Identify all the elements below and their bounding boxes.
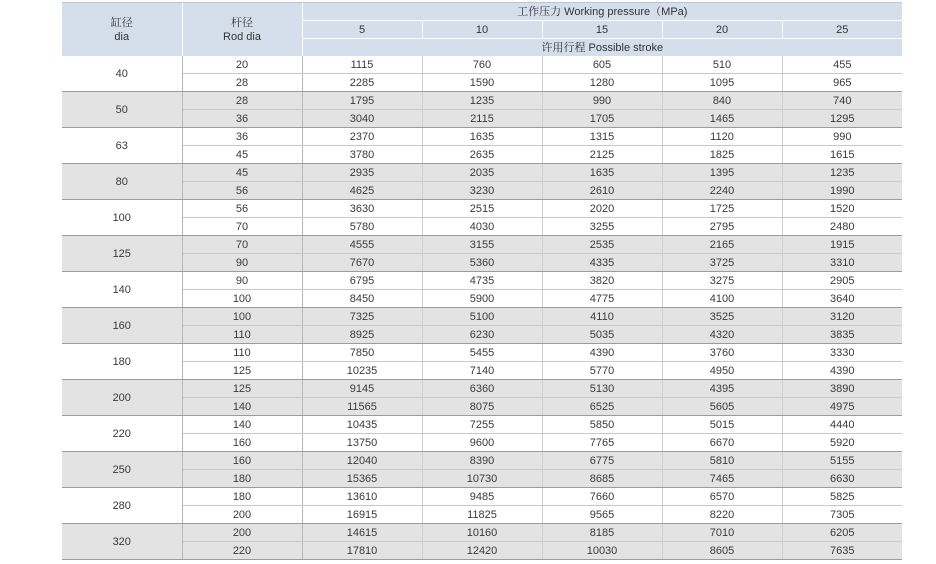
stroke-value-cell: 1465 [662,110,782,128]
stroke-value-cell: 1295 [782,110,902,128]
stroke-value-cell: 4440 [782,416,902,434]
table-row [62,362,902,380]
header-possible-stroke: 许用行程 Possible stroke [302,39,902,57]
stroke-value-cell: 1615 [782,146,902,164]
stroke-value-cell: 8605 [662,542,782,560]
stroke-value-cell: 4950 [662,362,782,380]
stroke-value-cell: 2020 [542,200,662,218]
stroke-value-cell: 990 [542,92,662,110]
stroke-value-cell: 4775 [542,290,662,308]
rod-dia-cell: 36 [182,110,302,128]
stroke-value-cell: 5360 [422,254,542,272]
stroke-value-cell: 3525 [662,308,782,326]
stroke-value-cell: 6670 [662,434,782,452]
rod-dia-cell: 56 [182,182,302,200]
stroke-value-cell: 1795 [302,92,422,110]
rod-dia-cell: 110 [182,326,302,344]
stroke-value-cell: 3640 [782,290,902,308]
stroke-value-cell: 2935 [302,164,422,182]
stroke-value-cell: 16915 [302,506,422,524]
header-rod-cn: 杆径 [231,16,253,29]
stroke-value-cell: 990 [782,128,902,146]
stroke-value-cell: 5825 [782,488,902,506]
cylinder-dia-cell: 50 [62,92,182,128]
stroke-value-cell: 4390 [542,344,662,362]
stroke-value-cell: 4110 [542,308,662,326]
stroke-value-cell: 4030 [422,218,542,236]
stroke-value-cell: 6205 [782,524,902,542]
table-row [62,218,902,236]
stroke-value-cell: 1915 [782,236,902,254]
stroke-value-cell: 1235 [782,164,902,182]
stroke-value-cell: 1095 [662,74,782,92]
rod-dia-cell: 125 [182,362,302,380]
stroke-value-cell: 9600 [422,434,542,452]
stroke-value-cell: 2480 [782,218,902,236]
stroke-value-cell: 2535 [542,236,662,254]
table-row [62,398,902,416]
rod-dia-cell: 70 [182,236,302,254]
stroke-value-cell: 5100 [422,308,542,326]
stroke-value-cell: 1395 [662,164,782,182]
stroke-value-cell: 965 [782,74,902,92]
table-row [62,92,902,110]
stroke-value-cell: 11825 [422,506,542,524]
stroke-value-cell: 4975 [782,398,902,416]
table-row [62,146,902,164]
rod-dia-cell: 90 [182,272,302,290]
stroke-value-cell: 3760 [662,344,782,362]
stroke-value-cell: 4320 [662,326,782,344]
stroke-value-cell: 7850 [302,344,422,362]
cylinder-dia-cell: 40 [62,56,182,92]
table-row [62,200,902,218]
stroke-value-cell: 4395 [662,380,782,398]
stroke-value-cell: 5015 [662,416,782,434]
stroke-value-cell: 7765 [542,434,662,452]
rod-dia-cell: 140 [182,398,302,416]
stroke-value-cell: 3310 [782,254,902,272]
stroke-value-cell: 8925 [302,326,422,344]
stroke-value-cell: 5850 [542,416,662,434]
table-row [62,74,902,92]
rod-dia-cell: 100 [182,308,302,326]
table-row [62,452,902,470]
stroke-value-cell: 2795 [662,218,782,236]
stroke-value-cell: 5130 [542,380,662,398]
stroke-value-cell: 7140 [422,362,542,380]
rod-dia-cell: 220 [182,542,302,560]
table-row [62,254,902,272]
table-row [62,416,902,434]
stroke-value-cell: 8220 [662,506,782,524]
stroke-value-cell: 3780 [302,146,422,164]
table-row [62,434,902,452]
table-row [62,470,902,488]
cylinder-dia-cell: 200 [62,380,182,416]
stroke-value-cell: 4100 [662,290,782,308]
table-row [62,56,902,74]
header-dia-cn: 缸径 [110,16,133,29]
table-row [62,110,902,128]
stroke-value-cell: 840 [662,92,782,110]
stroke-value-cell: 3725 [662,254,782,272]
stroke-value-cell: 3820 [542,272,662,290]
header-pressure-25: 25 [782,21,902,39]
stroke-value-cell: 3155 [422,236,542,254]
stroke-value-cell: 760 [422,56,542,74]
table-header [62,3,902,56]
table-row [62,308,902,326]
stroke-value-cell: 1635 [422,128,542,146]
stroke-value-cell: 1990 [782,182,902,200]
stroke-value-cell: 13610 [302,488,422,506]
table-row [62,488,902,506]
header-pressure-20: 20 [662,21,782,39]
cylinder-dia-cell: 180 [62,344,182,380]
table-row [62,128,902,146]
stroke-value-cell: 1590 [422,74,542,92]
header-cylinder-dia [62,3,182,56]
header-rod-dia [182,3,302,56]
stroke-value-cell: 5455 [422,344,542,362]
stroke-value-cell: 3040 [302,110,422,128]
stroke-value-cell: 9145 [302,380,422,398]
stroke-value-cell: 3630 [302,200,422,218]
cylinder-dia-cell: 320 [62,524,182,560]
rod-dia-cell: 110 [182,344,302,362]
table-row [62,236,902,254]
stroke-value-cell: 2125 [542,146,662,164]
stroke-value-cell: 8075 [422,398,542,416]
stroke-value-cell: 17810 [302,542,422,560]
stroke-value-cell: 1235 [422,92,542,110]
table-row [62,542,902,560]
stroke-value-cell: 1725 [662,200,782,218]
rod-dia-cell: 140 [182,416,302,434]
stroke-value-cell: 7465 [662,470,782,488]
stroke-value-cell: 740 [782,92,902,110]
stroke-value-cell: 2240 [662,182,782,200]
cylinder-dia-cell: 140 [62,272,182,308]
stroke-value-cell: 2165 [662,236,782,254]
header-pressure-10: 10 [422,21,542,39]
stroke-value-cell: 1120 [662,128,782,146]
stroke-value-cell: 7635 [782,542,902,560]
stroke-value-cell: 2285 [302,74,422,92]
cylinder-dia-cell: 80 [62,164,182,200]
rod-dia-cell: 100 [182,290,302,308]
table-row [62,326,902,344]
table-row [62,164,902,182]
stroke-value-cell: 4735 [422,272,542,290]
header-pressure-15: 15 [542,21,662,39]
stroke-value-cell: 12040 [302,452,422,470]
stroke-value-cell: 5605 [662,398,782,416]
stroke-value-cell: 3230 [422,182,542,200]
stroke-value-cell: 2115 [422,110,542,128]
stroke-value-cell: 15365 [302,470,422,488]
header-working-pressure: 工作压力 Working pressure（MPa) [302,3,902,21]
stroke-value-cell: 5810 [662,452,782,470]
stroke-value-cell: 1635 [542,164,662,182]
stroke-value-cell: 1115 [302,56,422,74]
rod-dia-cell: 28 [182,92,302,110]
stroke-value-cell: 3255 [542,218,662,236]
stroke-value-cell: 5770 [542,362,662,380]
stroke-value-cell: 2635 [422,146,542,164]
table-row [62,290,902,308]
header-rod-en: Rod dia [223,30,261,43]
rod-dia-cell: 180 [182,470,302,488]
header-dia-en: dia [114,30,130,43]
stroke-value-cell: 7255 [422,416,542,434]
rod-dia-cell: 180 [182,488,302,506]
stroke-value-cell: 10235 [302,362,422,380]
stroke-value-cell: 605 [542,56,662,74]
stroke-value-cell: 455 [782,56,902,74]
rod-dia-cell: 90 [182,254,302,272]
table-row [62,506,902,524]
stroke-value-cell: 3120 [782,308,902,326]
stroke-value-cell: 10730 [422,470,542,488]
table-row [62,524,902,542]
stroke-value-cell: 9565 [542,506,662,524]
stroke-value-cell: 2515 [422,200,542,218]
stroke-value-cell: 10030 [542,542,662,560]
stroke-value-cell: 10160 [422,524,542,542]
stroke-value-cell: 1520 [782,200,902,218]
stroke-value-cell: 3275 [662,272,782,290]
stroke-value-cell: 7660 [542,488,662,506]
table-body [62,56,902,560]
stroke-value-cell: 8450 [302,290,422,308]
stroke-value-cell: 6775 [542,452,662,470]
rod-dia-cell: 20 [182,56,302,74]
stroke-value-cell: 510 [662,56,782,74]
rod-dia-cell: 70 [182,218,302,236]
stroke-value-cell: 6630 [782,470,902,488]
stroke-value-cell: 4335 [542,254,662,272]
stroke-value-cell: 5920 [782,434,902,452]
stroke-value-cell: 7010 [662,524,782,542]
rod-dia-cell: 125 [182,380,302,398]
rod-dia-cell: 45 [182,164,302,182]
cylinder-dia-cell: 250 [62,452,182,488]
table-row [62,182,902,200]
cylinder-dia-cell: 220 [62,416,182,452]
stroke-value-cell: 8685 [542,470,662,488]
stroke-value-cell: 4390 [782,362,902,380]
stroke-value-cell: 4555 [302,236,422,254]
stroke-value-cell: 6360 [422,380,542,398]
stroke-value-cell: 5900 [422,290,542,308]
rod-dia-cell: 28 [182,74,302,92]
possible-stroke-table [62,3,902,560]
stroke-value-cell: 1315 [542,128,662,146]
stroke-value-cell: 5035 [542,326,662,344]
header-pressure-5: 5 [302,21,422,39]
stroke-value-cell: 9485 [422,488,542,506]
stroke-value-cell: 6570 [662,488,782,506]
stroke-value-cell: 7325 [302,308,422,326]
cylinder-dia-cell: 100 [62,200,182,236]
stroke-value-cell: 1705 [542,110,662,128]
stroke-value-cell: 8390 [422,452,542,470]
stroke-value-cell: 5155 [782,452,902,470]
stroke-value-cell: 3330 [782,344,902,362]
stroke-value-cell: 2610 [542,182,662,200]
rod-dia-cell: 45 [182,146,302,164]
stroke-value-cell: 10435 [302,416,422,434]
cylinder-dia-cell: 160 [62,308,182,344]
stroke-value-cell: 2370 [302,128,422,146]
table-row [62,272,902,290]
stroke-value-cell: 7670 [302,254,422,272]
rod-dia-cell: 36 [182,128,302,146]
stroke-value-cell: 2035 [422,164,542,182]
stroke-value-cell: 13750 [302,434,422,452]
stroke-value-cell: 4625 [302,182,422,200]
stroke-value-cell: 8185 [542,524,662,542]
stroke-value-cell: 3835 [782,326,902,344]
stroke-value-cell: 14615 [302,524,422,542]
stroke-value-cell: 3890 [782,380,902,398]
cylinder-dia-cell: 63 [62,128,182,164]
rod-dia-cell: 160 [182,452,302,470]
table-row [62,380,902,398]
stroke-value-cell: 1825 [662,146,782,164]
cylinder-dia-cell: 125 [62,236,182,272]
stroke-value-cell: 1280 [542,74,662,92]
stroke-value-cell: 2905 [782,272,902,290]
rod-dia-cell: 200 [182,506,302,524]
rod-dia-cell: 200 [182,524,302,542]
stroke-table-container [62,3,902,560]
stroke-value-cell: 6795 [302,272,422,290]
table-row [62,344,902,362]
cylinder-dia-cell: 280 [62,488,182,524]
stroke-value-cell: 6525 [542,398,662,416]
stroke-value-cell: 11565 [302,398,422,416]
rod-dia-cell: 56 [182,200,302,218]
stroke-value-cell: 5780 [302,218,422,236]
stroke-value-cell: 6230 [422,326,542,344]
stroke-value-cell: 7305 [782,506,902,524]
rod-dia-cell: 160 [182,434,302,452]
stroke-value-cell: 12420 [422,542,542,560]
